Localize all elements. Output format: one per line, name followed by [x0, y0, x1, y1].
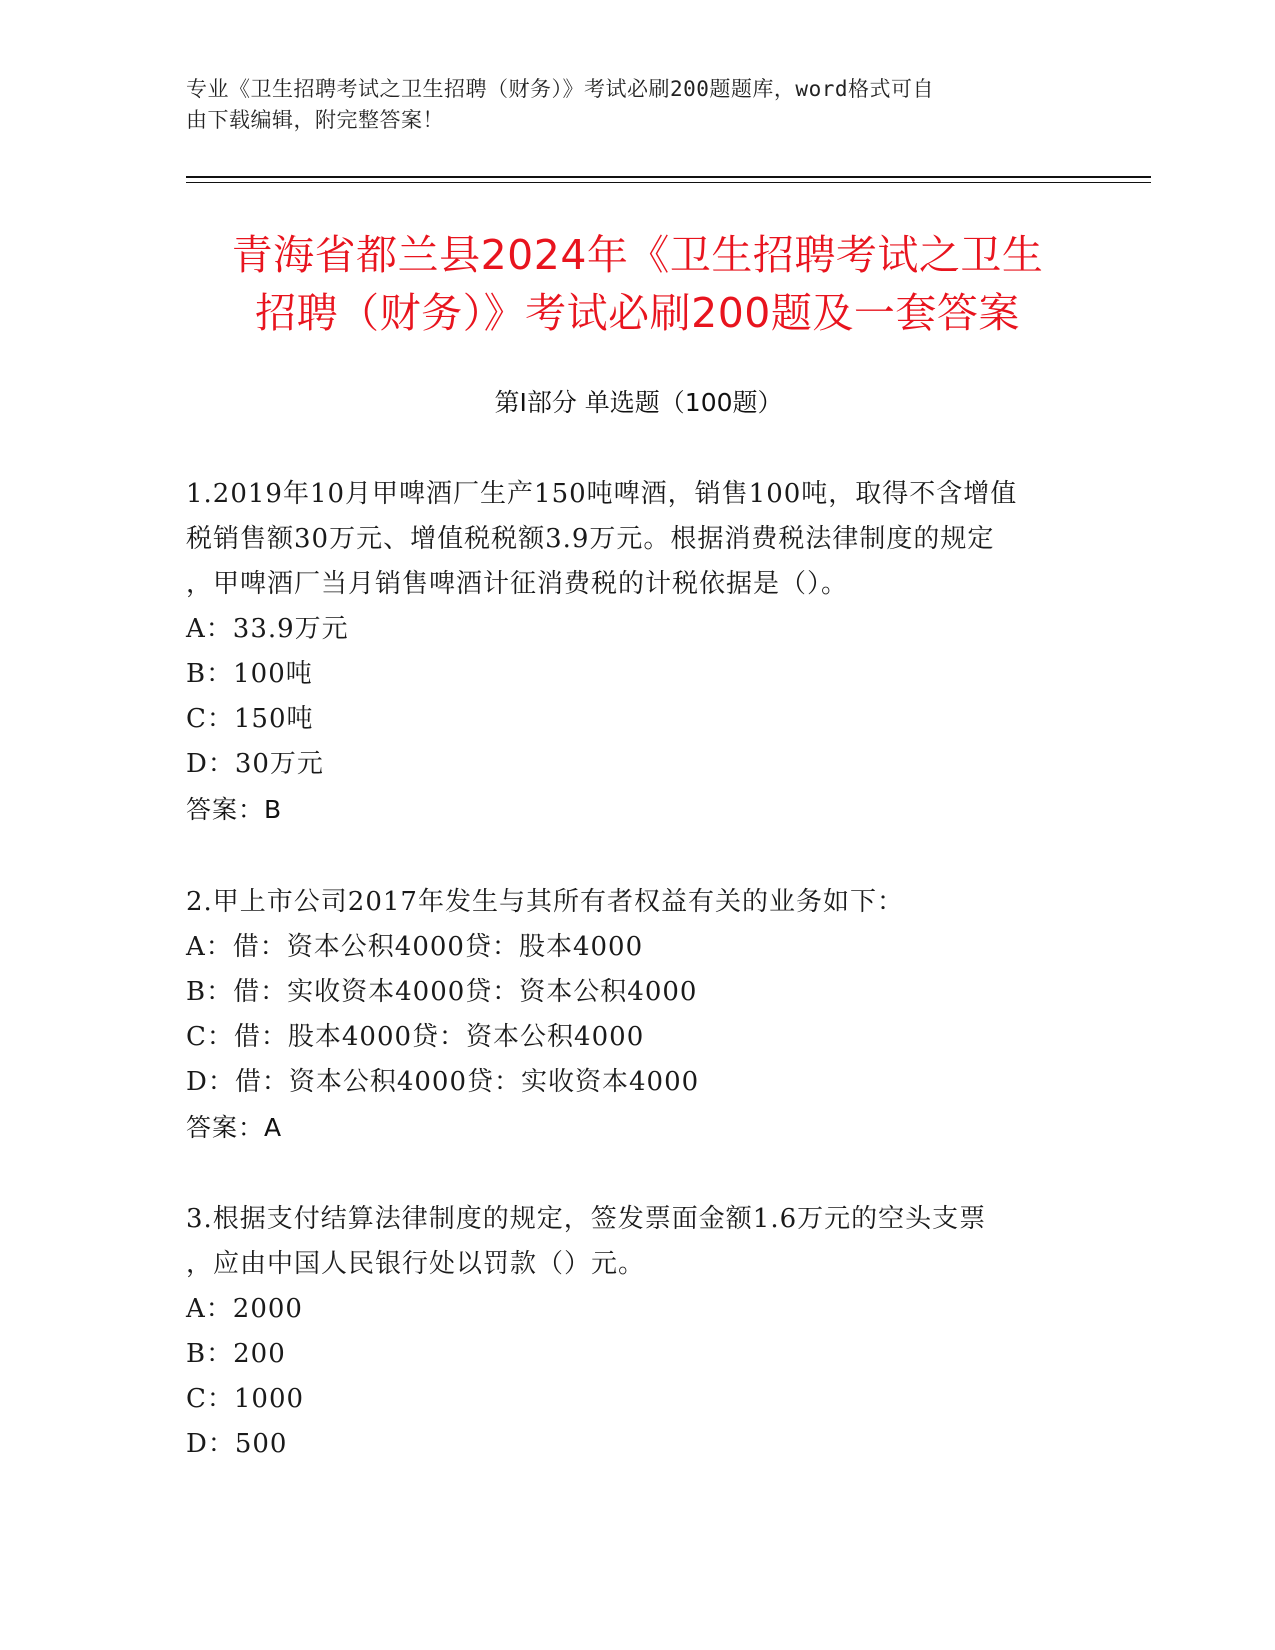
document-title-line: 青海省都兰县2024年《卫生招聘考试之卫生 — [231, 231, 1044, 279]
header-divider-thin — [186, 182, 1151, 183]
option-b: B：200 — [186, 1339, 286, 1369]
question-stem-line: 1.2019年10月甲啤酒厂生产150吨啤酒，销售100吨，取得不含增值 — [186, 479, 1018, 509]
option-c: C：150吨 — [186, 704, 314, 734]
option-b: B：借：实收资本4000贷：资本公积4000 — [186, 977, 698, 1007]
document-title-line: 招聘（财务）》考试必刷200题及一套答案 — [255, 289, 1020, 337]
section-title: 第Ⅰ部分 单选题（100题） — [494, 388, 783, 417]
document-title — [150, 226, 1125, 342]
option-a: A：33.9万元 — [186, 614, 349, 644]
question-stem-line: 2.甲上市公司2017年发生与其所有者权益有关的业务如下： — [186, 887, 904, 917]
option-c: C：借：股本4000贷：资本公积4000 — [186, 1022, 645, 1052]
header-note-line: 由下载编辑，附完整答案！ — [186, 108, 444, 132]
header-divider-thick — [186, 176, 1151, 178]
question-stem-line: ，甲啤酒厂当月销售啤酒计征消费税的计税依据是（）。 — [186, 569, 849, 599]
header-note-line: 专业《卫生招聘考试之卫生招聘（财务）》考试必刷200题题库，word格式可自 — [186, 77, 934, 101]
option-d: D：借：资本公积4000贷：实收资本4000 — [186, 1067, 700, 1097]
question-1 — [186, 472, 1076, 832]
question-stem-line: 税销售额30万元、增值税税额3.9万元。根据消费税法律制度的规定 — [186, 524, 995, 554]
question-stem-line: ，应由中国人民银行处以罚款（）元。 — [186, 1249, 646, 1279]
question-stem-line: 3.根据支付结算法律制度的规定，签发票面金额1.6万元的空头支票 — [186, 1204, 987, 1234]
answer: 答案：A — [186, 1113, 283, 1142]
option-d: D：30万元 — [186, 749, 324, 779]
option-a: A：借：资本公积4000贷：股本4000 — [186, 932, 644, 962]
answer: 答案：B — [186, 795, 283, 824]
option-b: B：100吨 — [186, 659, 313, 689]
header-note — [186, 74, 1066, 136]
option-a: A：2000 — [186, 1294, 303, 1324]
option-c: C：1000 — [186, 1384, 305, 1414]
question-2 — [186, 880, 1076, 1150]
question-3 — [186, 1197, 1076, 1467]
option-d: D：500 — [186, 1429, 288, 1459]
